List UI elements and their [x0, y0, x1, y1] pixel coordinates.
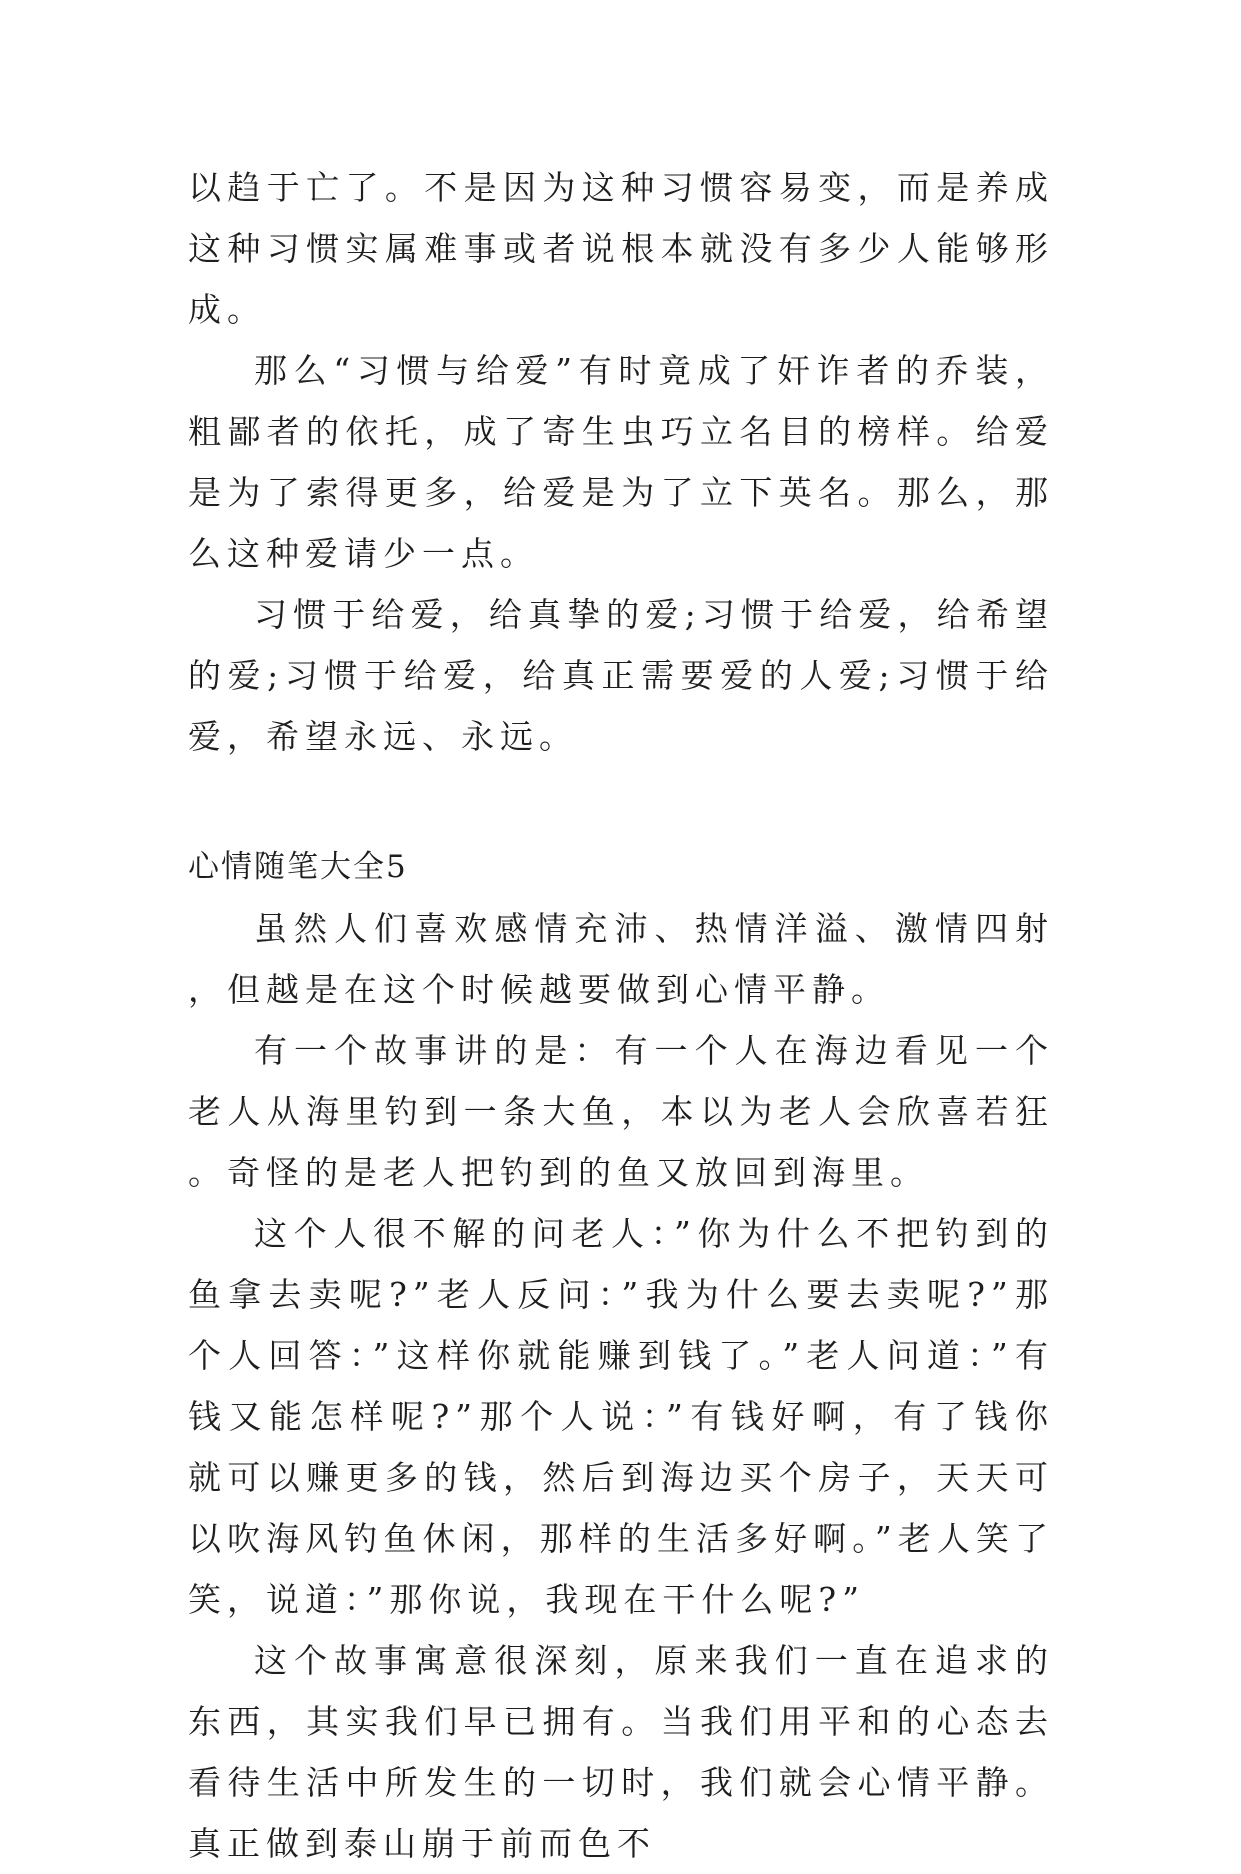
paragraph: 这个人很不解的问老人：”你为什么不把钓到的鱼拿去卖呢?”老人反问：”我为什么要去卖呢?”那个人回答：”这样你就能赚到钱了。”老人问道：”有钱又能怎样呢?”那个人说：”有钱好啊，有了钱你就可以赚更多的钱，然后到海边买个房子，天天可以吹海风钓鱼休闲，那样的生活多好啊。”老人笑了笑，说道：”那你说，我现在干什么呢?” — [188, 1214, 1054, 1619]
paragraph: 那么“习惯与给爱”有时竟成了奸诈者的乔装，粗鄙者的依托，成了寄生虫巧立名目的榜样。给爱是为了索得更多，给爱是为了立下英名。那么，那么这种爱请少一点。 — [188, 351, 1054, 573]
paragraph: 虽然人们喜欢感情充沛、热情洋溢、激情四射，但越是在这个时候越要做到心情平静。 — [188, 909, 1054, 1009]
paragraph: 这个故事寓意很深刻，原来我们一直在追求的东西，其实我们早已拥有。当我们用平和的心态去看待生活中所发生的一切时，我们就会心情平静。真正做到泰山崩于前而色不 — [188, 1641, 1054, 1863]
section-heading: 心情随笔大全5 — [188, 849, 408, 885]
paragraph: 习惯于给爱，给真挚的爱;习惯于给爱，给希望的爱;习惯于给爱，给真正需要爱的人爱;习惯于给爱，希望永远、永远。 — [188, 595, 1054, 756]
document-body — [188, 157, 1054, 1874]
paragraph: 有一个故事讲的是：有一个人在海边看见一个老人从海里钓到一条大鱼，本以为老人会欣喜若狂。奇怪的是老人把钓到的鱼又放回到海里。 — [188, 1031, 1054, 1192]
paragraph-continued: 以趋于亡了。不是因为这种习惯容易变，而是养成这种习惯实属难事或者说根本就没有多少人能够形成。 — [188, 168, 1054, 329]
